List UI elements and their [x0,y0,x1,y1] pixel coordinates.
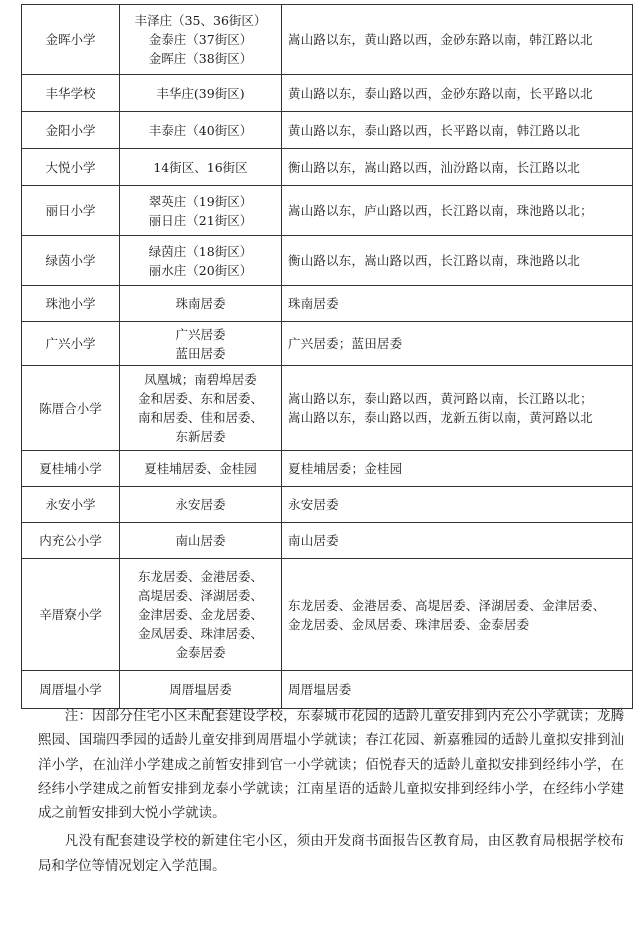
residential-unit-line: 14街区、16街区 [153,159,248,175]
residential-units-cell [120,5,282,75]
residential-units-cell [120,236,282,286]
note-paragraph-1: 注：因部分住宅小区未配套建设学校，东泰城市花园的适龄儿童安排到内充公小学就读；龙腾熙园、国瑞四季园的适龄儿童安排到周厝塭小学就读；春江花园、新嘉雅园的适龄儿童拟安排到汕洋小学，在汕洋小学建成之前暂安排到官一小学就读；佰悦春天的适龄儿童拟安排到经纬小学，在经纬小学建成之前暂安排到龙泰小学就读；江南星语的适龄儿童拟安排到经纬小学，在经纬小学建成之前暂安排到大悦小学就读。 [38,709,624,822]
school-name: 丽日小学 [45,203,96,218]
school-name-cell [22,671,120,709]
school-name-cell [22,112,120,149]
enrollment-scope-cell [282,5,633,75]
table-row [22,451,633,487]
school-name: 内充公小学 [39,533,102,548]
residential-unit-line: 南山居委 [175,533,226,548]
enrollment-scope-cell [282,236,633,286]
residential-unit-line: 金和居委、东和居委、 [137,391,263,406]
school-name-cell [22,322,120,366]
enrollment-scope-cell [282,149,633,186]
residential-unit-line: 东龙居委、金港居委、 [137,569,263,584]
residential-units-cell [120,286,282,322]
enrollment-scope-line: 黄山路以东，泰山路以西，长平路以南，韩江路以北 [288,122,581,138]
residential-unit-line: 翠英庄（19街区） [148,193,253,209]
enrollment-scope-cell [282,451,633,487]
enrollment-scope-cell [282,75,633,112]
enrollment-scope-line: 金龙居委、金凤居委、珠津居委、金泰居委 [288,616,530,632]
residential-unit-line: 东新居委 [175,429,226,444]
table-row [22,5,633,75]
residential-unit-line: 金津居委、金龙居委、 [137,607,263,622]
residential-units-cell [120,186,282,236]
enrollment-scope-line: 夏桂埔居委；金桂园 [288,461,403,476]
table-row [22,75,633,112]
residential-units-cell [120,671,282,709]
table-row [22,112,633,149]
enrollment-scope-line: 黄山路以东，泰山路以西，金砂东路以南，长平路以北 [288,85,593,101]
residential-unit-line: 丰华庄(39街区) [156,85,245,101]
school-name-cell [22,559,120,671]
school-name: 大悦小学 [45,159,96,175]
school-name-cell [22,451,120,487]
enrollment-scope-line: 嵩山路以东，泰山路以西，龙新五街以南，黄河路以北 [288,410,593,425]
school-name-cell [22,186,120,236]
enrollment-scope-cell [282,559,633,671]
enrollment-scope-line: 周厝塭居委 [288,682,352,697]
table-row [22,559,633,671]
table-row [22,236,633,286]
residential-unit-line: 珠南居委 [175,296,226,311]
residential-unit-line: 蓝田居委 [175,345,226,361]
school-zone-table [21,4,633,709]
school-name: 周厝塭小学 [39,682,102,697]
residential-unit-line: 永安居委 [175,497,226,512]
notes-section [38,705,624,879]
school-zone-table-body [22,5,633,709]
school-name: 珠池小学 [45,296,96,311]
school-name-cell [22,487,120,523]
residential-unit-line: 丰泰庄（40街区） [148,122,253,138]
school-name: 金晖小学 [45,32,96,47]
school-name: 夏桂埔小学 [39,461,102,476]
enrollment-scope-line: 珠南居委 [288,296,339,311]
school-name-cell [22,236,120,286]
table-row [22,487,633,523]
enrollment-scope-cell [282,112,633,149]
residential-unit-line: 丰泽庄（35、36街区） [134,13,267,28]
residential-unit-line: 高堤居委、泽湖居委、 [137,588,263,603]
residential-units-cell [120,559,282,671]
school-name-cell [22,523,120,559]
enrollment-scope-cell [282,523,633,559]
residential-unit-line: 丽水庄（20街区） [148,262,253,278]
enrollment-scope-line: 永安居委 [288,497,339,512]
enrollment-scope-line: 东龙居委、金港居委、高堤居委、泽湖居委、金津居委、 [288,597,606,613]
residential-unit-line: 金晖庄（38街区） [148,51,253,66]
enrollment-scope-cell [282,366,633,451]
school-name-cell [22,366,120,451]
table-row [22,286,633,322]
enrollment-scope-cell [282,487,633,523]
school-name-cell [22,75,120,112]
enrollment-scope-line: 嵩山路以东，庐山路以西，长江路以南，珠池路以北； [288,203,593,218]
table-row [22,366,633,451]
table-row [22,149,633,186]
table-row [22,186,633,236]
residential-units-cell [120,487,282,523]
enrollment-scope-cell [282,186,633,236]
residential-unit-line: 金泰居委 [175,645,226,660]
residential-unit-line: 夏桂埔居委、金桂园 [144,461,257,476]
enrollment-scope-cell [282,671,633,709]
enrollment-scope-line: 嵩山路以东，黄山路以西，金砂东路以南，韩江路以北 [288,32,593,47]
enrollment-scope-line: 衡山路以东，嵩山路以西，长江路以南，珠池路以北 [288,253,581,268]
school-name: 陈厝合小学 [39,400,102,416]
school-name: 金阳小学 [45,122,96,138]
school-name-cell [22,5,120,75]
residential-units-cell [120,523,282,559]
residential-unit-line: 凤凰城；南碧埠居委 [144,372,257,387]
school-name: 永安小学 [45,497,96,512]
residential-unit-line: 周厝塭居委 [169,682,232,697]
school-name: 丰华学校 [45,85,96,101]
school-name: 辛厝寮小学 [39,607,102,622]
enrollment-scope-line: 嵩山路以东，泰山路以西，黄河路以南，长江路以北； [288,391,593,406]
school-name-cell [22,149,120,186]
enrollment-scope-cell [282,286,633,322]
note-paragraph-2: 凡没有配套建设学校的新建住宅小区，须由开发商书面报告区教育局，由区教育局根据学校布局和学位等情况划定入学范围。 [38,834,624,874]
residential-unit-line: 广兴居委 [175,326,226,342]
table-row [22,671,633,709]
residential-unit-line: 金泰庄（37街区） [148,32,253,47]
residential-units-cell [120,149,282,186]
enrollment-scope-line: 广兴居委；蓝田居委 [288,336,403,351]
residential-unit-line: 绿茵庄（18街区） [148,243,253,259]
enrollment-scope-cell [282,322,633,366]
table-row [22,523,633,559]
residential-unit-line: 金凤居委、珠津居委、 [137,626,263,641]
school-name-cell [22,286,120,322]
residential-units-cell [120,75,282,112]
enrollment-scope-line: 南山居委 [288,533,339,548]
table-row [22,322,633,366]
school-name: 绿茵小学 [45,253,96,268]
residential-units-cell [120,322,282,366]
residential-units-cell [120,366,282,451]
residential-units-cell [120,112,282,149]
residential-units-cell [120,451,282,487]
residential-unit-line: 南和居委、佳和居委、 [137,410,263,425]
enrollment-scope-line: 衡山路以东，嵩山路以西，汕汾路以南，长江路以北 [288,159,581,175]
school-name: 广兴小学 [45,336,96,351]
residential-unit-line: 丽日庄（21街区） [148,212,253,228]
